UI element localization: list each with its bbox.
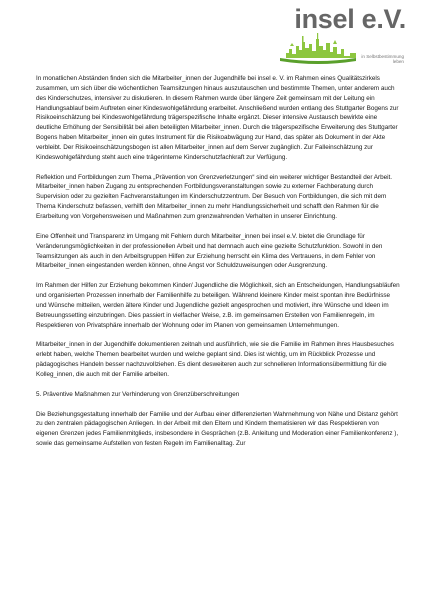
paragraph-transparency: Eine Offenheit und Transparenz im Umgang mit Fehlern durch Mitarbeiter_innen bei insel e.V. bietet die Grundlage für Veränderungsmöglichkeiten in der professionellen Arbeit und hat demnach auch eine gezielte Schutzfunktion. Sowohl in den Teamsitzungen als auch in den Arbeitsgruppen Hilfen zur Erziehung herrscht ein Klima des Vertrauens, in dem Fehler von Mitarbeiter_innen eingestanden werden können, ohne Angst vor Schuldzuweisungen oder Ausgrenzung. [36, 232, 383, 270]
paragraph-documentation: Mitarbeiter_innen in der Jugendhilfe dokumentieren zeitnah und ausführlich, wie sie die Familie im Rahmen ihres Hausbesuches erlebt haben, welche Themen bearbeitet wurden und welche geplant sind. Dies ist wichtig, um im Rückblick Prozesse und pädagogisches Handeln besser nachzuvollziehen. Es dient desweiteren auch zur schnelleren Informationsübermittlung für die Kolleg_innen, die auch mit der Familie arbeiten. [36, 341, 394, 378]
logo-tagline-line2: leben [392, 59, 404, 65]
document-body [36, 74, 400, 459]
logo-tagline-line1: in Selbstbestimmung [361, 54, 404, 59]
section-heading: 5. Präventive Maßnahmen zur Verhinderung von Grenzüberschreitungen [36, 390, 240, 398]
paragraph-training: Reflektion und Fortbildungen zum Thema „Prävention von Grenzverletzungen“ sind ein weiterer wichtiger Bestandteil der Arbeit. Mitarbeiter_innen haben Zugang zu entsprechenden Fortbildungsveranstaltungen sowie zu externer Fachberatung durch Supervision oder zu gezielten Fachveranstaltungen im Kinderschutzzentrum. Der Besuch von Fortbildungen, die sich mit dem Thema Kinderschutz befassen, verhilft den Mitarbeiter_innen zu mehr Handlungssicherheit und schafft den Rahmen für die Erarbeitung von Vorgehensweisen und Maßnahmen zum grenzwahrenden Verhalten in unserer Einrichtung. [36, 173, 392, 220]
logo-tagline [361, 54, 404, 64]
paragraph-participation: Im Rahmen der Hilfen zur Erziehung bekommen Kinder/ Jugendliche die Möglichkeit, sich an Entscheidungen, Handlungsabläufen und organisierten Prozessen innerhalb der Familienhilfe zu beteiligen. Während kleinere Kinder meist spontan ihre Bedürfnisse und Wünsche mitteilen, werden ältere Kinder und Jugendliche gezielt angesprochen und motiviert, ihre Wünsche und Ideen im Betreuungssetting einzubringen. Dies passiert in vielfacher Weise, z.B. im gemeinsamen Erstellen von Familienregeln, im Respektieren von Privatsphäre innerhalb der Wohnung oder im Planen von gemeinsamen Unternehmungen. [36, 282, 400, 329]
insel-logo [278, 6, 406, 70]
paragraph-quality-circle: In monatlichen Abständen finden sich die Mitarbeiter_innen der Jugendhilfe bei insel e. V. im Rahmen eines Qualitätszirkels zusammen, um sich über die wöchentlichen Teamsitzungen hinaus auszutauschen und bestimmte Themen, unter anderem auch des Kinderschutzes, intensiver zu diskutieren. In diesem Rahmen wurde über längere Zeit gemeinsam mit der Leitung ein Handlungsablauf beim Auftreten einer Kindeswohlgefährdung erarbeitet. Anschließend wurden entlang des Stuttgarter Bogens zur Risikoeinschätzung bei Kindeswohlgefährdung trägerspezifische Inhalte ergänzt. Dieser intensive Austausch bewirkte eine deutliche Erhöhung der Sensibilität bei allen beteiligten Mitarbeiter_innen. Durch die trägerspezifische Erweiterung des Stuttgarter Bogens haben Mitarbeiter_innen ein gutes Instrument für die Risikoabwägung zur Hand, das später als Dokument in der Akte verbleibt. Der Risikoeinschätzungsbogen ist allen Mitarbeiter_innen auf dem Server zugänglich. Zur Falleinschätzung zur Kindeswohlgefährdung steht auch eine trägerinterne Kinderschutzfachkraft zur Verfügung. [36, 75, 399, 161]
logo-wordmark: insel e.V. [294, 4, 406, 34]
paragraph-relationships: Die Beziehungsgestaltung innerhalb der Familie und der Aufbau einer differenzierten Wahrnehmung von Nähe und Distanz gehört zu den zentralen pädagogischen Anliegen. In der Arbeit mit den Eltern und Kindern thematisieren wir das Respektieren von eigenen Grenzen jedes Familienmitglieds, insbesondere in Gesprächen (z.B. Anleitung und Moderation einer Familienkonferenz ), sowie das gemeinsame Aufstellen von festen Regeln im Familienalltag. Zur [36, 410, 399, 448]
